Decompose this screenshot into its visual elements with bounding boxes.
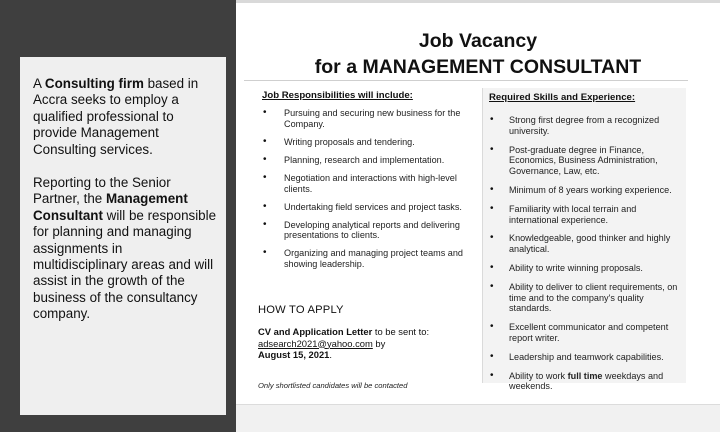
apply-instructions bbox=[258, 326, 473, 361]
page-subtitle: for a MANAGEMENT CONSULTANT bbox=[314, 56, 642, 78]
responsibility-item: • Writing proposals and tendering. bbox=[262, 137, 467, 148]
intro-paragraph-2-run-1: Management Consultant bbox=[33, 191, 188, 223]
skill-item-9-run-1: full time bbox=[567, 370, 603, 381]
skill-item bbox=[489, 322, 686, 344]
how-to-apply-heading: HOW TO APPLY bbox=[258, 304, 344, 316]
intro-paragraph-1-run-1: Consulting firm bbox=[44, 76, 144, 91]
skill-item bbox=[489, 145, 686, 177]
shortlist-note: Only shortlisted candidates will be contacted bbox=[258, 381, 408, 390]
skill-item bbox=[489, 263, 686, 274]
skill-item-7-run-0: Excellent communicator and competent report writer. bbox=[509, 322, 669, 343]
skill-item-2-run-0: Minimum of 8 years working experience. bbox=[509, 184, 672, 195]
skill-item bbox=[489, 352, 686, 363]
top-strip bbox=[236, 0, 720, 3]
skills-list bbox=[489, 115, 686, 392]
skill-item-3-run-0: Familiarity with local terrain and international experience. bbox=[509, 203, 637, 225]
intro-paragraph-2-run-2: will be responsible for planning and managing assignments in multidisciplinary areas and will assist in the growth of the business of the consultancy company. bbox=[33, 207, 217, 322]
responsibility-item: • Organizing and managing project teams and showing leadership. bbox=[262, 248, 467, 270]
title-divider bbox=[244, 80, 688, 81]
skill-item-0-run-0: Strong first degree from a recognized university. bbox=[509, 115, 660, 136]
skill-item bbox=[489, 115, 686, 137]
skill-item-4-run-0: Knowledgeable, good thinker and highly analytical. bbox=[509, 233, 671, 255]
intro-paragraph-1-run-2: based in Accra seeks to employ a qualified professional to provide Management Consulting services. bbox=[33, 76, 199, 157]
skills-section bbox=[482, 88, 686, 392]
intro-card bbox=[20, 57, 226, 415]
skill-item bbox=[489, 282, 686, 314]
skill-item-5-run-0: Ability to write winning proposals. bbox=[509, 262, 643, 273]
skill-item bbox=[489, 204, 686, 226]
intro-paragraph-2-run-0: Reporting to the Senior Partner, the bbox=[33, 175, 171, 207]
responsibility-item: • Undertaking field services and project tasks. bbox=[262, 202, 467, 213]
apply-deadline-period: . bbox=[329, 349, 332, 360]
responsibilities-heading: Job Responsibilities will include: bbox=[262, 90, 413, 101]
skill-item-8-run-0: Leadership and teamwork capabilities. bbox=[509, 351, 664, 362]
skill-item bbox=[489, 371, 686, 393]
apply-sent-to: to be sent to: bbox=[372, 326, 430, 337]
page-title: Job Vacancy bbox=[418, 30, 538, 52]
apply-email-link[interactable]: adsearch2021@yahoo.com bbox=[258, 337, 373, 349]
apply-deadline: August 15, 2021 bbox=[258, 349, 330, 360]
responsibility-item: • Planning, research and implementation. bbox=[262, 155, 467, 166]
skill-item-9-run-0: Ability to work bbox=[509, 370, 568, 381]
bottom-strip bbox=[236, 404, 720, 432]
responsibility-item: • Pursuing and securing new business for the Company. bbox=[262, 108, 467, 130]
intro-paragraph-1 bbox=[33, 76, 219, 158]
apply-documents: CV and Application Letter bbox=[258, 326, 373, 337]
responsibilities-list bbox=[262, 108, 467, 270]
skill-item-9-run-2: weekdays and weekends. bbox=[509, 370, 664, 392]
responsibility-item: • Developing analytical reports and delivering presentations to clients. bbox=[262, 220, 467, 242]
responsibility-item: • Negotiation and interactions with high-level clients. bbox=[262, 173, 467, 195]
apply-by: by bbox=[372, 337, 386, 349]
responsibilities-section bbox=[262, 90, 467, 277]
skill-item-1-run-0: Post-graduate degree in Finance, Economics, Business Administration, Governance, Law, etc. bbox=[509, 144, 658, 177]
skills-heading: Required Skills and Experience: bbox=[489, 92, 636, 103]
skill-item bbox=[489, 185, 686, 196]
intro-paragraph-1-run-0: A bbox=[33, 76, 45, 91]
intro-paragraph-2 bbox=[33, 175, 219, 323]
skill-item bbox=[489, 233, 686, 255]
skill-item-6-run-0: Ability to deliver to client requirements, on time and to the company's quality standards. bbox=[509, 281, 678, 314]
